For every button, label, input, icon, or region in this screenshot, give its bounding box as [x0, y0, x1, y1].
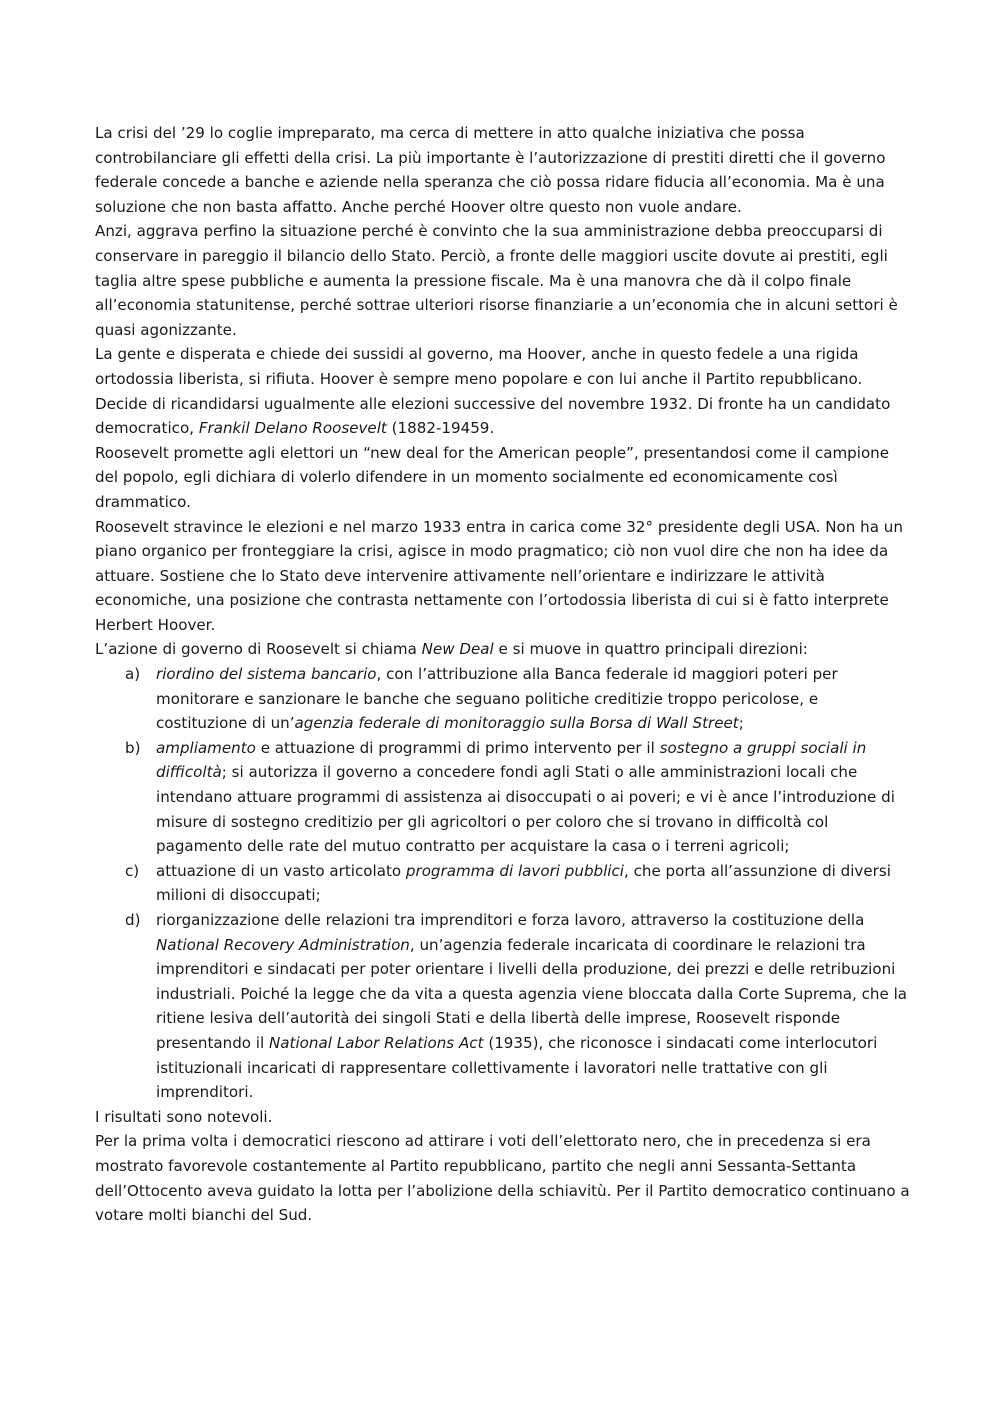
- paragraph-results: [95, 1105, 910, 1130]
- paragraph-text: I risultati sono notevoli.: [95, 1107, 273, 1126]
- new-deal-term: New Deal: [421, 640, 494, 659]
- paragraph-text: Per la prima volta i democratici riescono ad attirare i voti dell’elettorato nero, che in precedenza si era mostrato favorevole costantemente al Partito repubblicano, partito che negli anni Sessanta-Settanta dell’Ottocento aveva guidato la lotta per l’abolizione della schiavitù. Per il Partito democratico continuano a votare molti bianchi del Sud.: [95, 1132, 910, 1225]
- paragraph-text: L’azione di governo di Roosevelt si chiama: [95, 640, 422, 659]
- roosevelt-name: Frankil Delano Roosevelt: [198, 419, 387, 438]
- emphasis-text: ampliamento: [156, 738, 256, 757]
- paragraph-text: (1882-19459.: [386, 419, 495, 438]
- list-marker: d): [125, 911, 141, 929]
- emphasis-text: National Recovery Administration: [156, 935, 410, 954]
- paragraph-hoover-budget: [95, 219, 910, 342]
- paragraph-text: Roosevelt stravince le elezioni e nel marzo 1933 entra in carica come 32° presidente degli USA. Non ha un piano organico per fronteggiare la crisi, agisce in modo pragmatico; ciò non vuol dire che non ha idee da attuare. Sostiene che lo Stato deve intervenire attivamente nell’orientare e indirizzare le attività economiche, una posizione che contrasta nettamente con l’ortodossia liberista di cui si è fatto interprete Herbert Hoover.: [95, 517, 903, 634]
- paragraph-election-1932: [95, 342, 910, 440]
- paragraph-new-deal-directions: [95, 637, 910, 662]
- list-text: , con l’attribuzione alla Banca federale id maggiori poteri per monitorare e sanzionare le banche che seguano politiche creditizie troppo pericolose, e costituzione di un’: [156, 665, 838, 733]
- emphasis-text: sostegno a gruppi sociali in difficoltà: [156, 738, 867, 782]
- paragraph-new-deal-promise: [95, 441, 910, 515]
- emphasis-text: riordino del sistema bancario: [156, 665, 377, 684]
- list-item: [95, 859, 910, 908]
- list-item: [95, 736, 910, 859]
- paragraph-text: e si muove in quattro principali direzioni:: [493, 640, 808, 659]
- paragraph-text: La crisi del ’29 lo coglie impreparato, ma cerca di mettere in atto qualche iniziativa che possa controbilanciare gli effetti della crisi. La più importante è l’autorizzazione di prestiti diretti che il governo federale concede a banche e aziende nella speranza che ciò possa ridare fiducia all’economia. Ma è una soluzione che non basta affatto. Anche perché Hoover oltre questo non vuole andare.: [95, 124, 886, 216]
- list-marker: b): [125, 738, 141, 757]
- list-item: [95, 662, 910, 736]
- emphasis-text: programma di lavori pubblici: [405, 861, 624, 880]
- paragraph-text: La gente e disperata e chiede dei sussidi al governo, ma Hoover, anche in questo fedele a una rigida ortodossia liberista, si rifiuta. Hoover è sempre meno popolare e con lui anche il Partito repubblicano. Decide di ricandidarsi ugualmente alle elezioni successive del novembre 1932. Di fronte ha un candidato democratico,: [95, 345, 891, 438]
- paragraph-black-electorate: [95, 1129, 910, 1227]
- list-text: , un’agenzia federale incaricata di coordinare le relazioni tra imprenditori e sindacati per poter orientare i livelli della produzione, dei prezzi e delle retribuzioni industriali. Poiché la legge che da vita a questa agenzia viene bloccata dalla Corte Suprema, che la ritiene lesiva dell’autorità dei singoli Stati e della libertà delle imprese, Roosevelt risponde presentando il: [156, 935, 908, 1052]
- list-text: (1935), che riconosce i sindacati come interlocutori istituzionali incaricati di rappresentare collettivamente i lavoratori nelle trattative con gli imprenditori.: [156, 1033, 878, 1102]
- list-text: attuazione di un vasto articolato: [156, 861, 406, 880]
- paragraph-hoover-crisis: [95, 121, 910, 219]
- list-text: ;: [738, 714, 744, 733]
- new-deal-directions-list: [95, 662, 910, 1105]
- paragraph-text: Roosevelt promette agli elettori un “new deal for the American people”, presentandosi come il campione del popolo, egli dichiara di volerlo difendere in un momento socialmente ed economicamente così drammatico.: [95, 443, 890, 511]
- list-text: , che porta all’assunzione di diversi milioni di disoccupati;: [156, 861, 891, 905]
- emphasis-text: agenzia federale di monitoraggio sulla Borsa di Wall Street: [294, 714, 739, 733]
- emphasis-text: National Labor Relations Act: [269, 1033, 484, 1052]
- list-text: e attuazione di programmi di primo intervento per il: [255, 738, 660, 757]
- document-page: [95, 121, 910, 1228]
- paragraph-roosevelt-president: [95, 515, 910, 638]
- list-text: riorganizzazione delle relazioni tra imprenditori e forza lavoro, attraverso la costituzione della: [156, 911, 865, 929]
- paragraph-text: Anzi, aggrava perfino la situazione perché è convinto che la sua amministrazione debba preoccuparsi di conservare in pareggio il bilancio dello Stato. Perciò, a fronte delle maggiori uscite dovute ai prestiti, egli taglia altre spese pubbliche e aumenta la pressione fiscale. Ma è una manovra che dà il colpo finale all’economia statunitense, perché sottrae ulteriori risorse finanziarie a un’economia che in alcuni settori è quasi agonizzante.: [95, 222, 898, 339]
- list-item: [95, 908, 910, 1105]
- list-marker: a): [125, 665, 141, 684]
- list-marker: c): [125, 861, 140, 880]
- list-text: ; si autorizza il governo a concedere fondi agli Stati o alle amministrazioni locali che intendano attuare programmi di assistenza ai disoccupati o ai poveri; e vi è ance l’introduzione di misure di sostegno creditizio per gli agricoltori o per coloro che si trovano in difficoltà col pagamento delle rate del mutuo contratto per acquistare la casa o i terreni agricoli;: [156, 763, 895, 856]
